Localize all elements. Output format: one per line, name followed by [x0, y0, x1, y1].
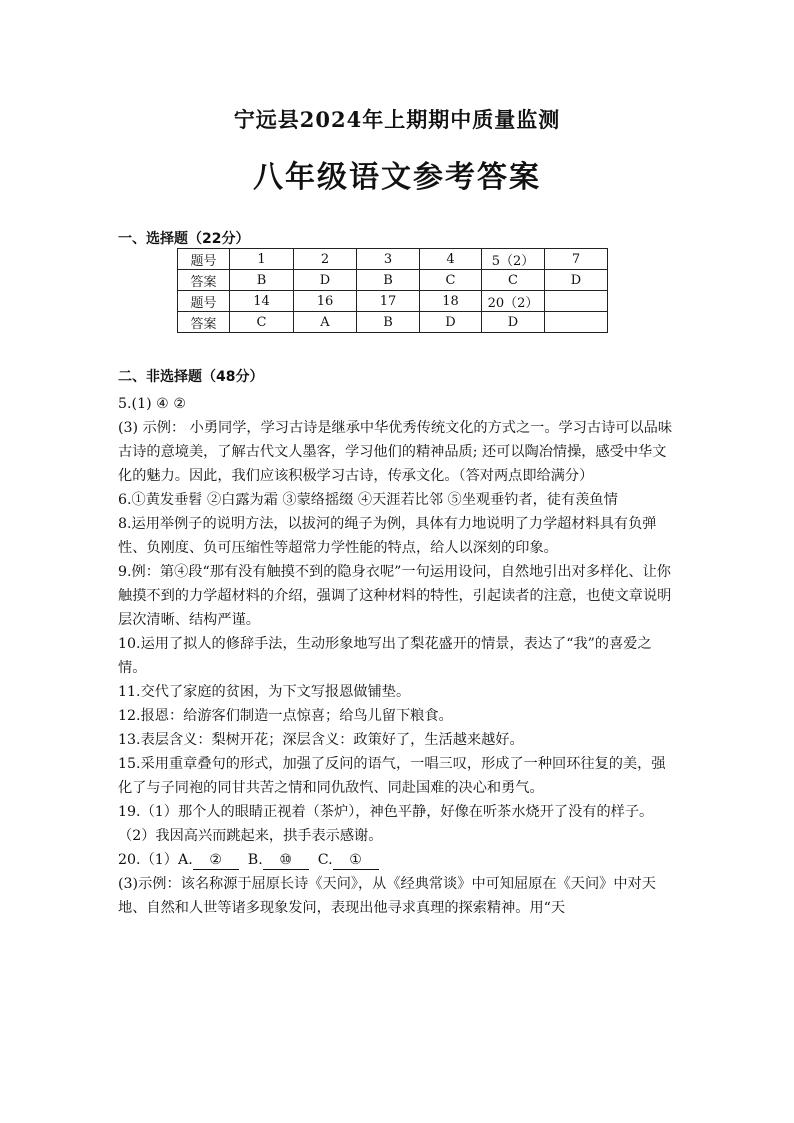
q20-blank-b: ⑩ [263, 851, 309, 870]
table-cell [545, 291, 608, 312]
table-row-header: 答案 [178, 270, 230, 291]
table-row-header: 题号 [178, 249, 230, 270]
table-cell: C [230, 312, 294, 333]
answer-line: 13.表层含义：梨树开花；深层含义：政策好了，生活越来越好。 [118, 732, 524, 748]
table-cell: 3 [357, 249, 420, 270]
answer-line: （2）我因高兴而跳起来，拱手表示感谢。 [118, 828, 383, 844]
table-cell: B [230, 270, 294, 291]
table-cell: 5（2） [482, 249, 545, 270]
answer-line: (3) 示例： 小勇同学，学习古诗是继承中华优秀传统文化的方式之一。学习古诗可以品味古诗的意境美，了解古代文人墨客，学习他们的精神品质; 还可以陶冶情操，感受中华文化的魅力。因此，我们应该积极学习古诗，传承文化。（答对两点即给满分） [118, 420, 673, 484]
answer-line: 10.运用了拟人的修辞手法，生动形象地写出了梨花盛开的情景，表达了“我”的喜爱之情。 [118, 636, 652, 676]
table-cell: A [294, 312, 357, 333]
table-cell: B [357, 270, 420, 291]
table-cell: 4 [420, 249, 482, 270]
answer-body [118, 392, 678, 920]
table-row [178, 291, 608, 312]
table-cell: 20（2） [482, 291, 545, 312]
choice-answer-table [177, 248, 608, 333]
table-cell: D [482, 312, 545, 333]
table-row-header: 题号 [178, 291, 230, 312]
table-cell: 16 [294, 291, 357, 312]
answer-line: 6.①黄发垂髫 ②白露为霜 ③蒙络摇缀 ④天涯若比邻 ⑤坐观垂钓者，徒有羡鱼情 [118, 492, 618, 508]
answer-line: 19.（1）那个人的眼睛正视着（茶炉），神色平静，好像在听茶水烧开了没有的样子。 [118, 804, 654, 820]
table-cell: 14 [230, 291, 294, 312]
answer-line: 11.交代了家庭的贫困，为下文写报恩做铺垫。 [118, 684, 411, 700]
table-cell: 7 [545, 249, 608, 270]
table-cell: 18 [420, 291, 482, 312]
answer-line: 12.报恩：给游客们制造一点惊喜；给鸟儿留下粮食。 [118, 708, 453, 724]
q20-prefix: 20.（1）A. [118, 852, 193, 868]
q20-blank-a: ② [193, 851, 239, 870]
table-cell: B [357, 312, 420, 333]
table-cell: 1 [230, 249, 294, 270]
q20-blank-c: ① [333, 851, 379, 870]
table-cell: D [294, 270, 357, 291]
q20-c-label: C. [317, 852, 333, 868]
answer-key-title: 八年级语文参考答案 [253, 160, 541, 195]
q20-line [118, 848, 678, 872]
table-cell: 17 [357, 291, 420, 312]
table-cell: C [482, 270, 545, 291]
table-row [178, 249, 608, 270]
answer-line: 5.(1) ④ ② [118, 396, 187, 412]
table-row [178, 312, 608, 333]
table-cell: 2 [294, 249, 357, 270]
table-cell: C [420, 270, 482, 291]
answer-line: 8.运用举例子的说明方法，以拔河的绳子为例，具体有力地说明了力学超材料具有负弹性、负刚度、负可压缩性等超常力学性能的特点，给人以深刻的印象。 [118, 516, 657, 556]
table-cell: D [545, 270, 608, 291]
table-cell [545, 312, 608, 333]
table-row-header: 答案 [178, 312, 230, 333]
q20-b-label: B. [247, 852, 263, 868]
table-row [178, 270, 608, 291]
answer-line: 9.例：第④段“那有没有触摸不到的隐身衣呢”一句运用设问，自然地引出对多样化、让你触摸不到的力学超材料的介绍，强调了这种材料的特性，引起读者的注意，也使文章说明层次清晰、结构严谨。 [118, 564, 672, 628]
table-cell: D [420, 312, 482, 333]
exam-title: 宁远县2024年上期期中质量监测 [233, 107, 561, 132]
answer-line: (3)示例：该名称源于屈原长诗《天问》，从《经典常谈》中可知屈原在《天问》中对天地、自然和人世等诸多现象发问，表现出他寻求真理的探索精神。用“天 [118, 876, 656, 916]
section1-heading: 一、选择题（22分） [118, 231, 250, 247]
answer-line: 15.采用重章叠句的形式，加强了反问的语气，一唱三叹，形成了一种回环往复的美，强化了与子同袍的同甘共苦之情和同仇敌忾、同赴国难的决心和勇气。 [118, 756, 666, 796]
section2-heading: 二、非选择题（48分） [118, 369, 264, 385]
